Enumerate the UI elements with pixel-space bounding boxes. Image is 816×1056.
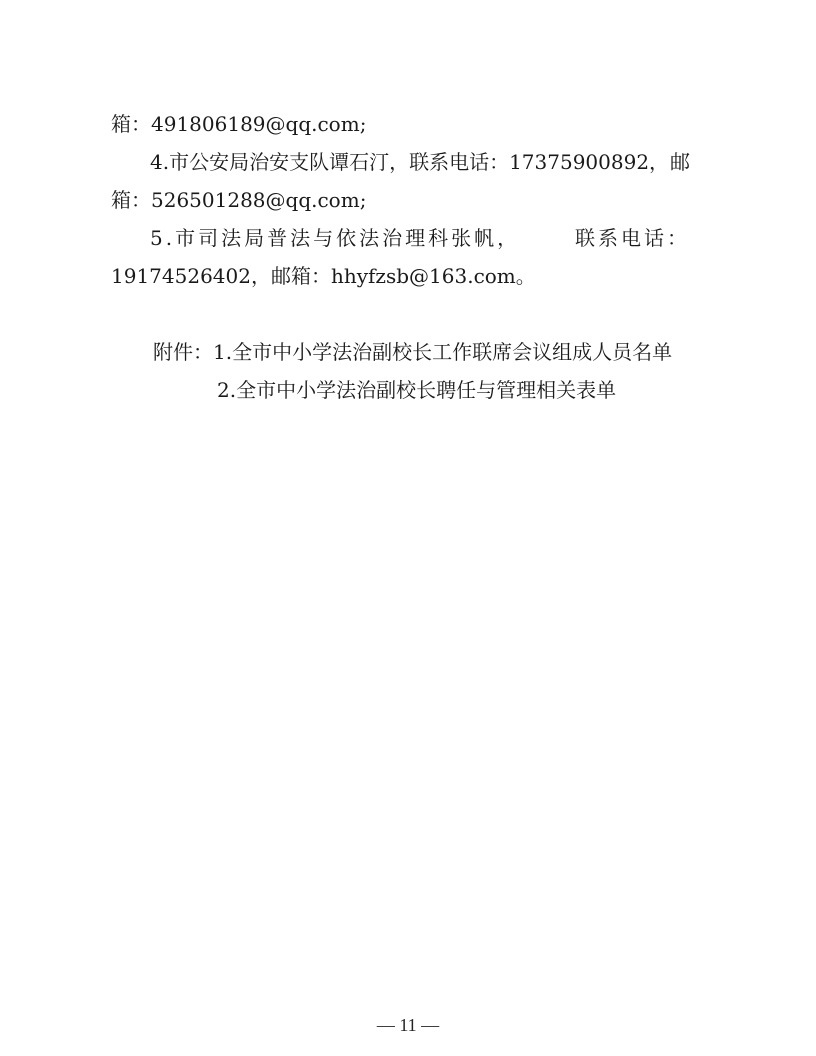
contact-4-email-text: 箱：526501288@qq.com;: [111, 188, 367, 212]
contact-4-email-line: [111, 186, 366, 214]
attachment-item-1: 1.全市中小学法治副校长工作联席会议组成人员名单: [213, 340, 673, 364]
contact-5-phone-label: 联系电话：: [575, 226, 690, 250]
contact-4-text: 4.市公安局治安支队谭石汀，联系电话：17375900892，: [150, 150, 670, 174]
contact-3-email-line: [111, 110, 366, 138]
attachment-1-line: [153, 338, 672, 366]
contact-5-line: [150, 224, 690, 252]
contact-4-line: [150, 148, 690, 176]
contact-5-phone-email-text: 19174526402，邮箱：hhyfzsb@163.com。: [111, 264, 536, 288]
attachment-2-line: [217, 376, 616, 404]
contact-3-email-text: 箱：491806189@qq.com;: [111, 112, 367, 136]
attachment-item-2: 2.全市中小学法治副校长聘任与管理相关表单: [217, 378, 617, 402]
page-number: — 11 —: [376, 1015, 440, 1035]
contact-5-text: 5.市司法局普法与依法治理科张帆，: [150, 226, 521, 250]
contact-4-email-label-start: 邮: [670, 150, 690, 174]
contact-5-phone-email-line: [111, 262, 536, 290]
attachment-label: 附件：: [153, 340, 213, 364]
